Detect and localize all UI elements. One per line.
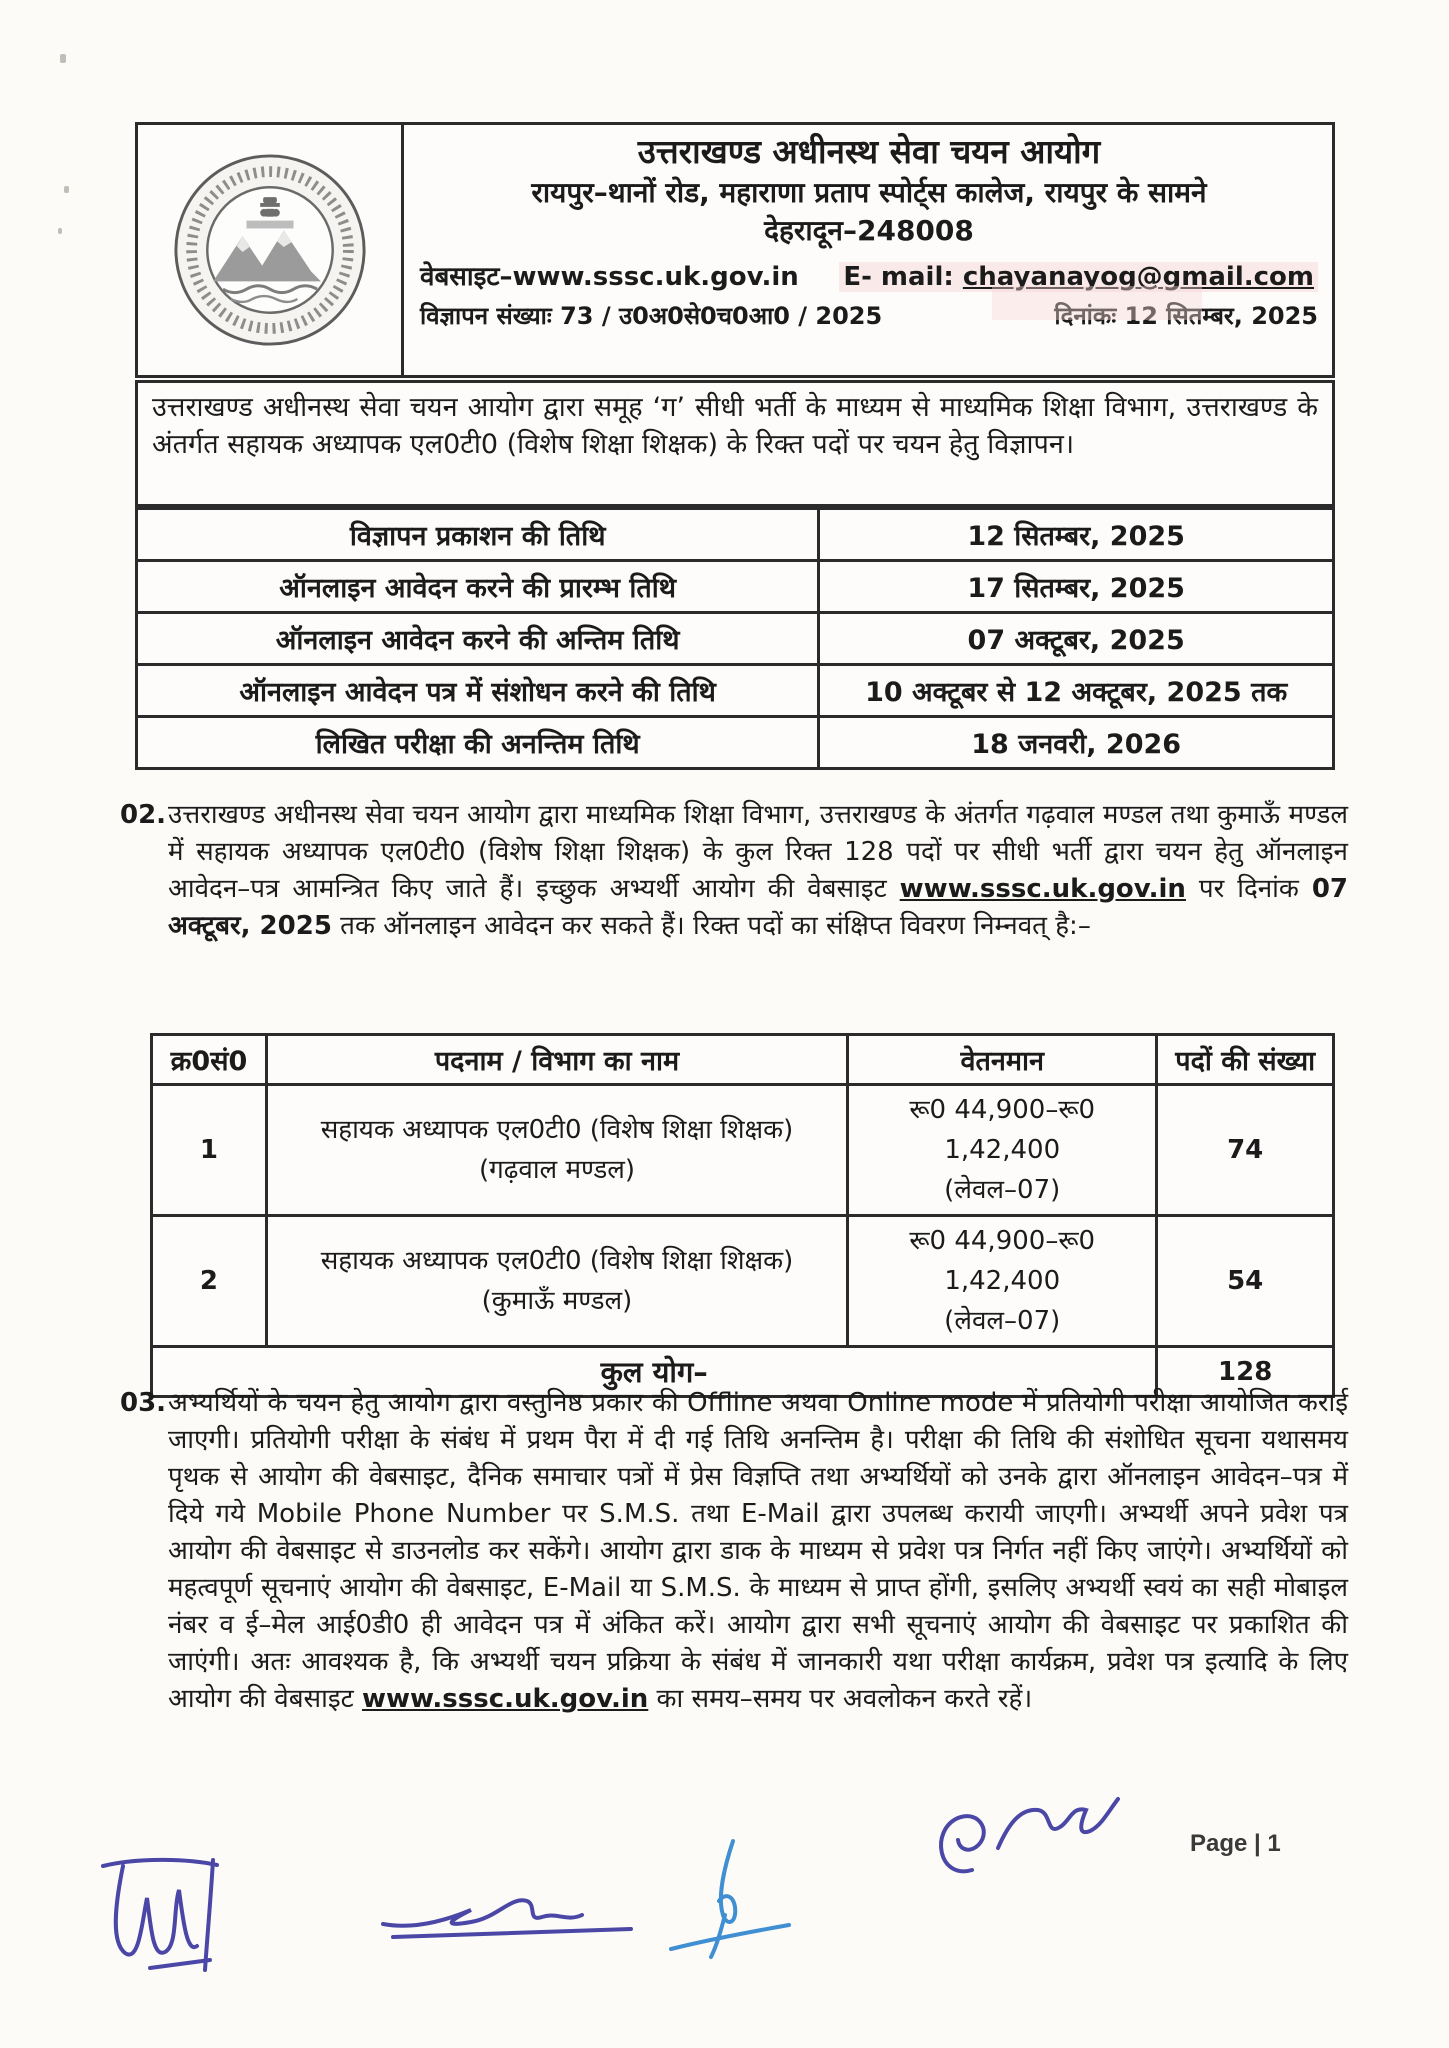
table-row xyxy=(137,717,1334,769)
para03-seg1: अभ्यर्थियों के चयन हेतु आयोग द्वारा वस्तुनिष्ठ प्रकार की Offline अथवा Online mode में प्रतियोगी परीक्षा आयोजित कराई जाएगी। प्रतियोगी परीक्षा के संबंध में प्रथम पैरा में दी गई तिथि अनन्तिम है। परीक्षा की तिथि की संशोधित सूचना यथासमय पृथक से आयोग की वेबसाइट, दैनिक समाचार पत्रों में प्रेस विज्ञप्ति तथा अभ्यर्थियों को उनके द्वारा ऑनलाइन आवेदन–पत्र में दिये गये Mobile Phone Number पर S.M.S. तथा E-Mail द्वारा उपलब्ध करायी जाएगी। अभ्यर्थी अपने प्रवेश पत्र आयोग की वेबसाइट से डाउनलोड कर सकेंगे। आयोग द्वारा डाक के माध्यम से प्रवेश पत्र निर्गत नहीं किए जाएंगे। अभ्यर्थियों को महत्वपूर्ण सूचनाएं आयोग की वेबसाइट, E-Mail या S.M.S. के माध्यम से प्राप्त होंगी, इसलिए अभ्यर्थी स्वयं का सही मोबाइल नंबर व ई–मेल आई0डी0 ही आवेदन पत्र में अंकित करें। आयोग द्वारा सभी सूचनाएं आयोग की वेबसाइट पर प्रकाशित की जाएंगी। अतः आवश्यक है, कि अभ्यर्थी चयन प्रक्रिया के संबंध में जानकारी यथा परीक्षा कार्यक्रम, प्रवेश पत्र इत्यादि के लिए आयोग की वेबसाइट xyxy=(168,1388,1348,1714)
row-post xyxy=(266,1085,847,1216)
col-header-sno: क्र0सं0 xyxy=(152,1035,267,1085)
advertisement-subject-text: उत्तराखण्ड अधीनस्थ सेवा चयन आयोग द्वारा समूह ‘ग’ सीधी भर्ती के माध्यम से माध्यमिक शिक्षा विभाग, उत्तराखण्ड के अंतर्गत सहायक अध्यापक एल0टी0 (विशेष शिक्षा शिक्षक) के रिक्त पदों पर चयन हेतु विज्ञापन। xyxy=(152,392,1318,460)
col-header-pay: वेतनमान xyxy=(848,1035,1157,1085)
date-row-label: ऑनलाइन आवेदन करने की प्रारम्भ तिथि xyxy=(137,561,819,613)
paragraph-03 xyxy=(120,1385,1348,1718)
row-sno: 2 xyxy=(152,1216,267,1347)
table-row xyxy=(137,509,1334,561)
row-pay xyxy=(848,1085,1157,1216)
date-row-value: 07 अक्टूबर, 2025 xyxy=(819,613,1334,665)
letterhead-text xyxy=(404,125,1332,375)
scan-speck xyxy=(64,186,69,193)
page-number: Page | 1 xyxy=(1190,1830,1281,1857)
table-row xyxy=(137,561,1334,613)
signature-3 xyxy=(655,1835,815,1965)
row-count: 74 xyxy=(1157,1085,1334,1216)
letterhead xyxy=(135,122,1335,378)
notification-date: दिनांकः 12 सितम्बर, 2025 xyxy=(1054,302,1318,331)
row-pay xyxy=(848,1216,1157,1347)
col-header-post: पदनाम / विभाग का नाम xyxy=(266,1035,847,1085)
post-region: (कुमाऊँ मण्डल) xyxy=(481,1286,633,1316)
org-name: उत्तराखण्ड अधीनस्थ सेवा चयन आयोग xyxy=(637,132,1101,171)
post-name: सहायक अध्यापक एल0टी0 (विशेष शिक्षा शिक्षक) xyxy=(320,1115,794,1145)
email-label: E- mail: xyxy=(843,262,954,293)
commission-emblem-icon xyxy=(172,152,368,348)
date-row-label: ऑनलाइन आवेदन पत्र में संशोधन करने की तिथि xyxy=(137,665,819,717)
col-header-count: पदों की संख्या xyxy=(1157,1035,1334,1085)
date-row-label: ऑनलाइन आवेदन करने की अन्तिम तिथि xyxy=(137,613,819,665)
date-row-label: विज्ञापन प्रकाशन की तिथि xyxy=(137,509,819,561)
advertisement-subject-box xyxy=(135,380,1335,507)
scan-speck xyxy=(60,54,66,63)
application-deadline: 07 अक्टूबर, 2025 xyxy=(168,874,1349,941)
address-line-1: रायपुर–थानों रोड, महाराणा प्रताप स्पोर्ट्स कालेज, रायपुर के सामने xyxy=(531,175,1207,209)
scan-speck xyxy=(58,228,62,234)
paragraph-number: 02. xyxy=(120,800,167,830)
date-row-value: 18 जनवरी, 2026 xyxy=(819,717,1334,769)
table-row xyxy=(152,1085,1334,1216)
pay-scale: रू0 44,900–रू0 1,42,400 xyxy=(909,1095,1096,1165)
paragraph-number: 03. xyxy=(120,1388,167,1418)
row-post xyxy=(266,1216,847,1347)
website-text: वेबसाइट–www.sssc.uk.gov.in xyxy=(420,262,799,293)
address-line-2: देहरादून–248008 xyxy=(764,213,974,247)
total-count: 128 xyxy=(1157,1347,1334,1397)
emblem-cell xyxy=(138,125,404,375)
table-row xyxy=(137,613,1334,665)
pay-level: (लेवल–07) xyxy=(944,1306,1061,1336)
important-dates-table xyxy=(135,507,1335,770)
website-link[interactable]: www.sssc.uk.gov.in xyxy=(899,874,1186,904)
advertisement-number: विज्ञापन संख्याः 73 / उ0अ0से0च0आ0 / 2025 xyxy=(420,302,883,331)
row-sno: 1 xyxy=(152,1085,267,1216)
signature-4 xyxy=(920,1790,1150,1910)
website-link[interactable]: www.sssc.uk.gov.in xyxy=(362,1684,649,1714)
date-row-label: लिखित परीक्षा की अनन्तिम तिथि xyxy=(137,717,819,769)
signature-1 xyxy=(95,1850,225,1982)
para02-seg2: पर दिनांक xyxy=(1185,874,1312,904)
date-row-value: 17 सितम्बर, 2025 xyxy=(819,561,1334,613)
post-name: सहायक अध्यापक एल0टी0 (विशेष शिक्षा शिक्षक) xyxy=(320,1246,794,1276)
vacancy-table xyxy=(150,1033,1335,1398)
para03-seg2: का समय–समय पर अवलोकन करते रहें। xyxy=(648,1684,1033,1714)
date-row-value: 12 सितम्बर, 2025 xyxy=(819,509,1334,561)
email-block xyxy=(839,262,1318,292)
email-link[interactable]: chayanayog@gmail.com xyxy=(962,262,1314,293)
post-region: (गढ़वाल मण्डल) xyxy=(478,1155,636,1185)
total-label: कुल योग– xyxy=(152,1347,1157,1397)
table-row xyxy=(152,1216,1334,1347)
date-row-value: 10 अक्टूबर से 12 अक्टूबर, 2025 तक xyxy=(819,665,1334,717)
pay-level: (लेवल–07) xyxy=(944,1175,1061,1205)
para02-seg3: तक ऑनलाइन आवेदन कर सकते हैं। रिक्त पदों का संक्षिप्त विवरण निम्नवत् है:– xyxy=(331,911,1091,941)
paragraph-text xyxy=(120,1385,1348,1718)
row-count: 54 xyxy=(1157,1216,1334,1347)
paragraph-text xyxy=(120,797,1348,945)
pay-scale: रू0 44,900–रू0 1,42,400 xyxy=(909,1226,1096,1296)
table-row xyxy=(137,665,1334,717)
table-header-row xyxy=(152,1035,1334,1085)
para02-seg1: उत्तराखण्ड अधीनस्थ सेवा चयन आयोग द्वारा माध्यमिक शिक्षा विभाग, उत्तराखण्ड के अंतर्गत गढ़वाल मण्डल तथा कुमाऊँ मण्डल में सहायक अध्यापक एल0टी0 (विशेष शिक्षा शिक्षक) के कुल रिक्त 128 पदों पर सीधी भर्ती द्वारा चयन हेतु ऑनलाइन आवेदन–पत्र आमन्त्रित किए जाते हैं। इच्छुक अभ्यर्थी आयोग की वेबसाइट xyxy=(168,800,1348,904)
signature-2 xyxy=(375,1880,645,1950)
paragraph-02 xyxy=(120,797,1348,945)
